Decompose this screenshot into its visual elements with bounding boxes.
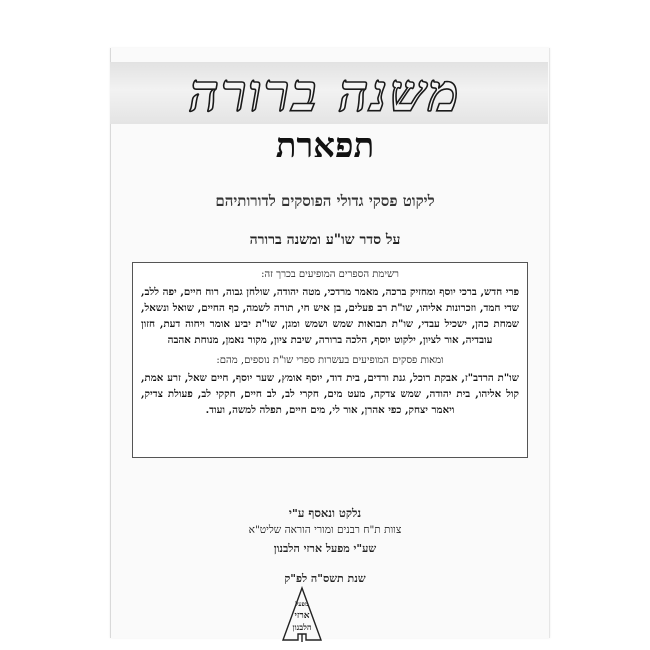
book-subtitle: תפארת [275,126,375,166]
book-title: משנה ברורה [189,63,461,124]
sources-heading-secondary: ומאות פסקים המופיעים בעשרות ספרי שו"ת נוספים, מהם: [216,355,444,366]
credit-team: צוות ת"ח רבנים ומורי הוראה שליט"א [248,524,402,536]
sources-box [132,262,528,458]
logo-text-bot: הלבנון [292,622,312,632]
sources-heading-primary: רשימת הספרים המופיעים בכרך זה: [261,269,399,280]
sources-list-primary: פרי חדש, ברכי יוסף ומחזיק ברכה, מאמר מרדכי, מטה יהודה, שולחן גבוה, רוח חיים, יפה ללב, שדי חמד, וזכרונות אליהו, שו"ת רב פעלים, בן איש חי, תורה לשמה, כף החיים, שואל ונשאל, שמחת כהן, ישכיל עבדי, שו"ת תבואות שמש ושמש ומגן, שו"ת יביע אומר ויחוה דעת, חזון עובדיה, אור לציון, ילקוט יוסף, הלכה ברורה, שיבת ציון, מקור נאמן, מנוחת אהבה [141,286,519,346]
logo-text-mid: ארזי [294,611,310,621]
credit-collected-by: נלקט ונאסף ע"י [288,506,362,520]
logo-text-top: מפעל [295,601,309,608]
sources-list-secondary: שו"ת הרדב"ז, אבקת רוכל, גנת ורדים, בית דוד, יוסף אומץ, שער יוסף, חיים שאל, זרע אמת, קול אליהו, בית יהודה, שמש צדקה, מעט מים, חקרי לב, לב חיים, חקקי לב, פעולת צדיק, ויאמר יצחק, כפי אהרן, אור לי, מים חיים, תפלה למשה, ועוד. [141,372,519,416]
book-tagline-secondary: על סדר שו"ע ומשנה ברורה [249,232,401,248]
book-tagline: ליקוט פסקי גדולי הפוסקים לדורותיהם [215,192,435,210]
credit-publisher: שע"י מפעל ארזי הלבנון [273,542,377,555]
publication-year: שנת תשס"ה לפ"ק [284,572,366,585]
publisher-logo [280,586,324,644]
